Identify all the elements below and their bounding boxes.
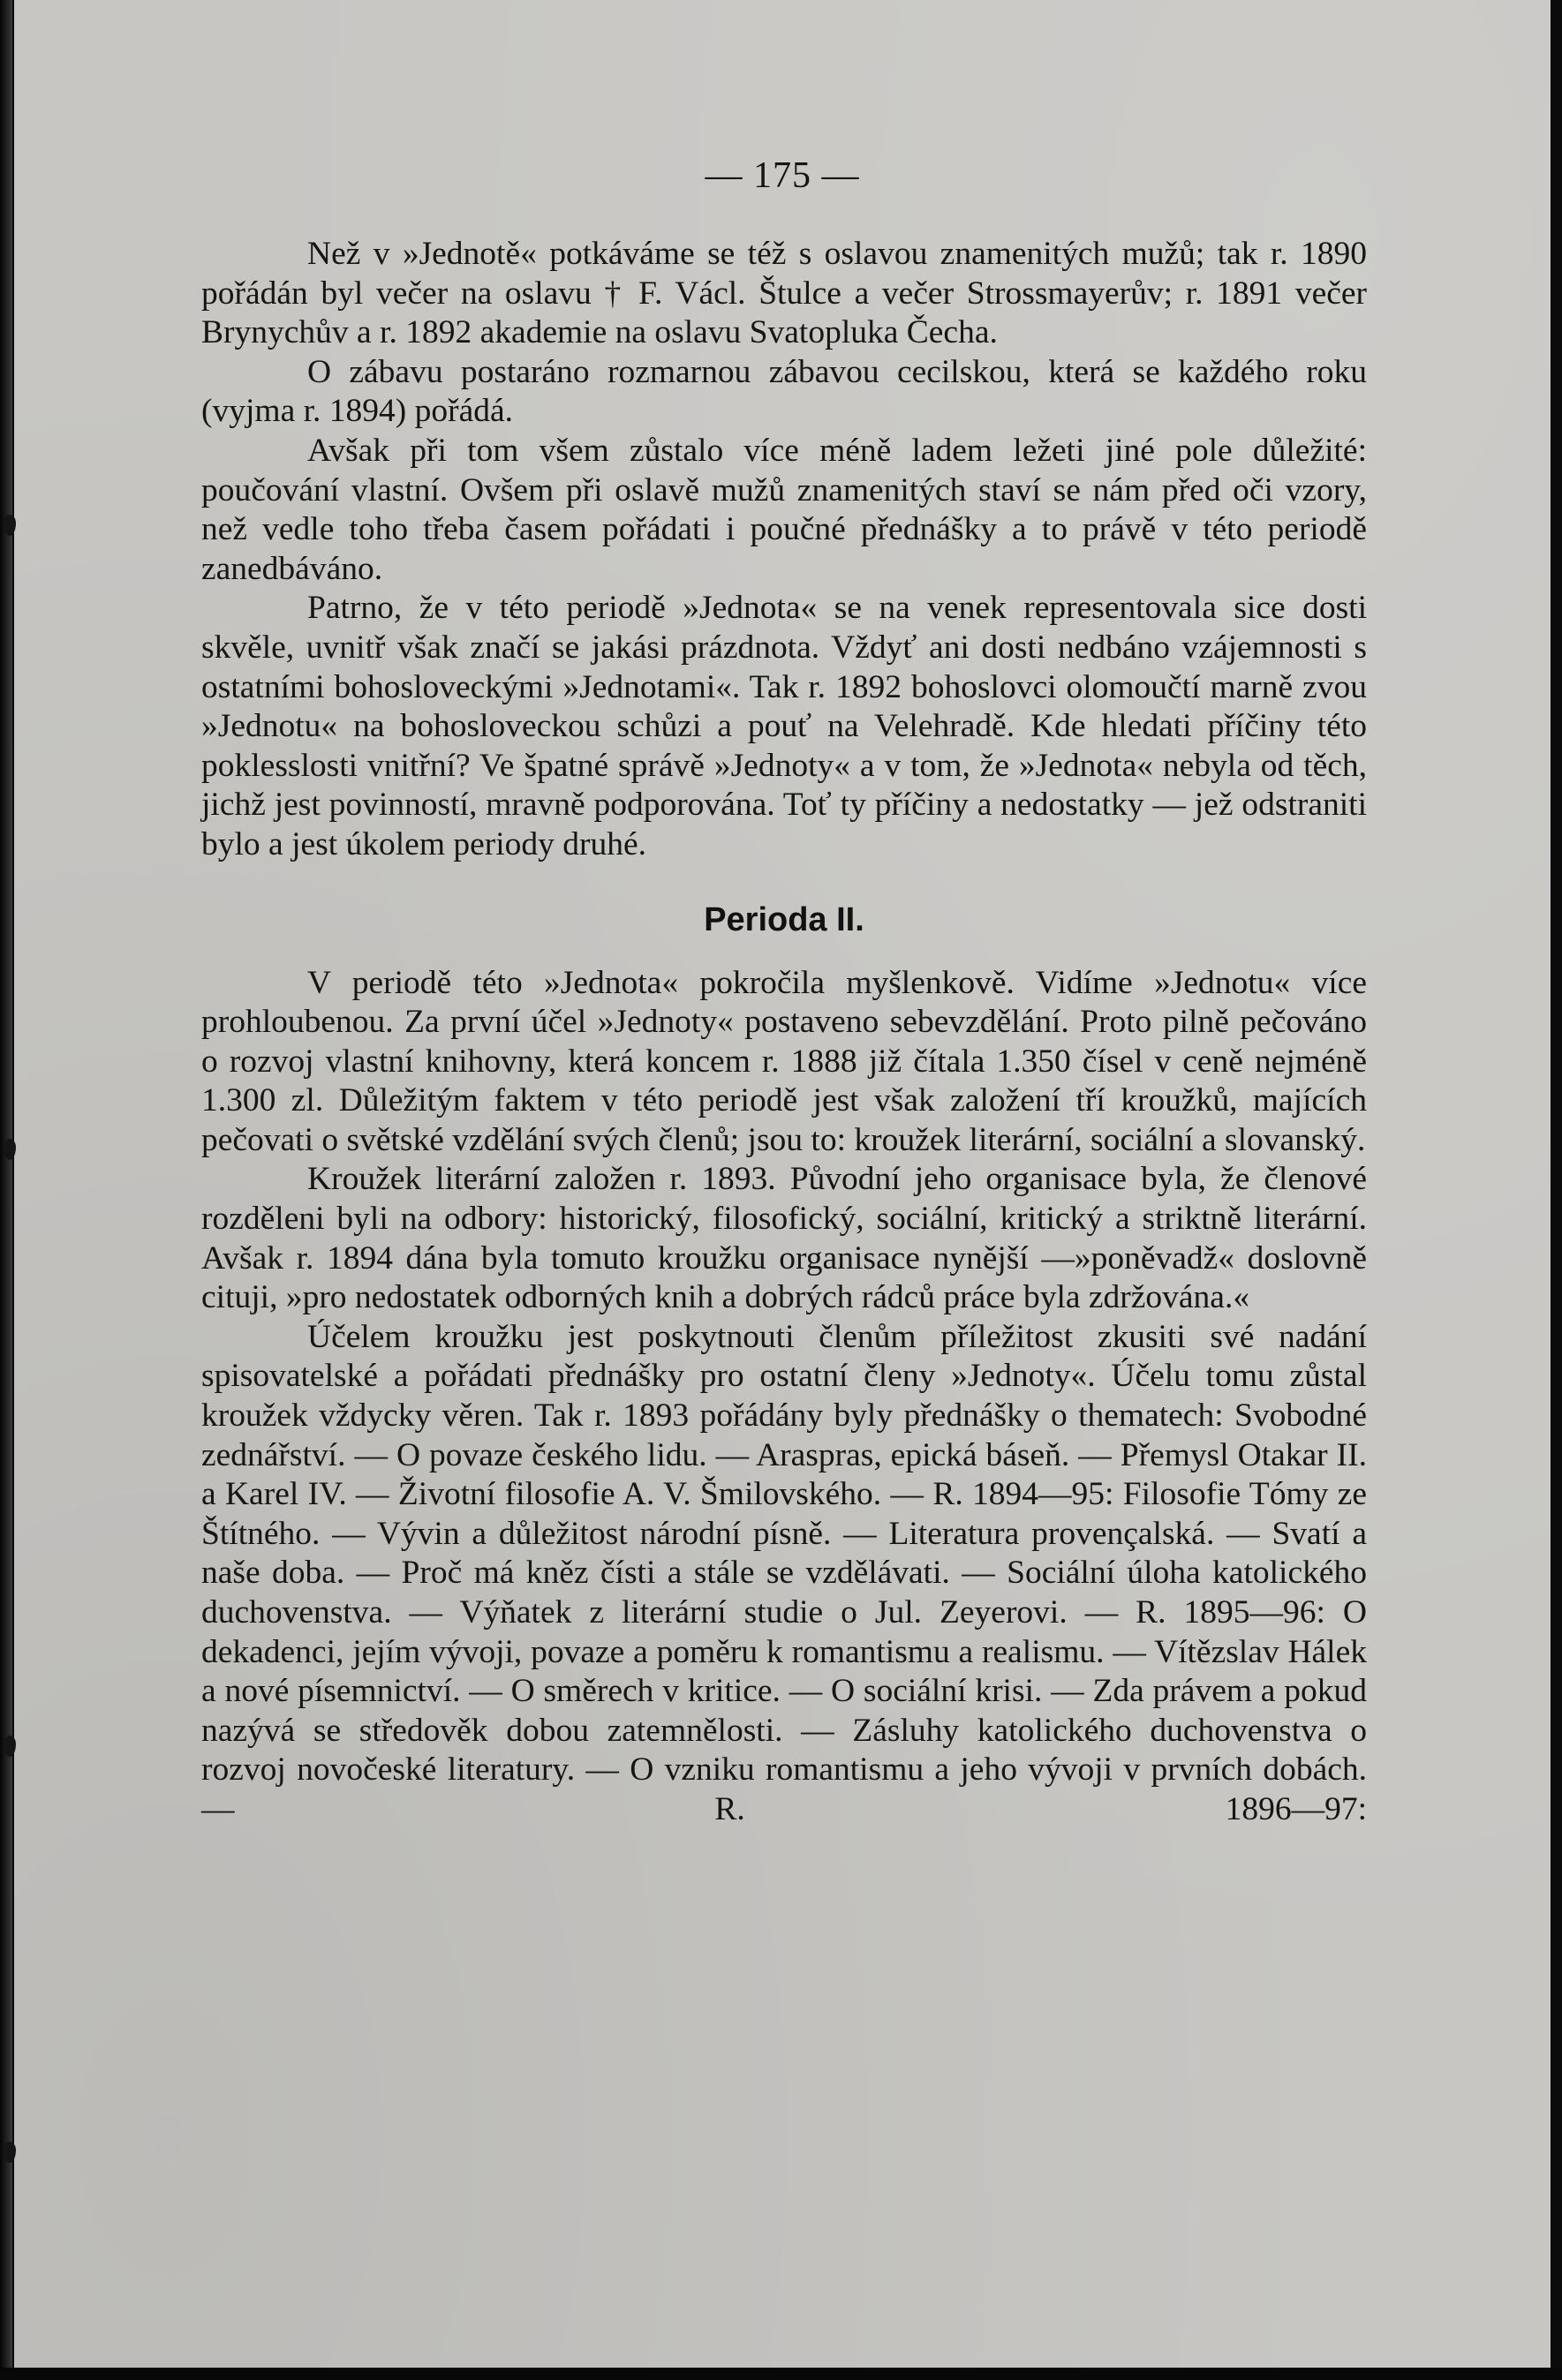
paragraph-education-neglected: Avšak při tom všem zůstalo více méně ladem ležeti jiné pole důležité: poučování vlastní. Ovšem při oslavě mužů znamenitých staví se nám před oči vzory, než vedle toho třeba časem pořádati i poučné přednášky a to právě v této periodě zanedbáváno. [201, 432, 1367, 587]
page-body [201, 235, 1367, 1830]
paragraph-internal-emptiness: Patrno, že v této periodě »Jednota« se na venek representovala sice dosti skvěle, uvnitř však značí se jakási prázdnota. Vždyť ani dosti nedbáno vzájemnosti s ostatními bohosloveckými »Jednotami«. Tak r. 1892 bohoslovci olomoučtí marně zvou »Jednotu« na bohosloveckou schůzi a pouť na Velehradě. Kde hledati příčiny této poklesslosti vnitřní? Ve špatné správě »Jednoty« a v tom, že »Jednota« nebyla od těch, jichž jest povinností, mravně podporována. Toť ty příčiny a nedostatky — jež odstraniti bylo a jest úkolem periody druhé. [201, 590, 1367, 862]
paragraph-literary-circle: Kroužek literární založen r. 1893. Původní jeho organisace byla, že členové rozděleni byli na odbory: historický, filosofický, sociální, kritický a striktně literární. Avšak r. 1894 dána byla tomuto kroužku organisace nynější —»poněvadž« doslovně cituji, »pro nedostatek odborných knih a dobrých rádců práce byla zdržována.« [201, 1161, 1367, 1316]
paragraph-lectures: Účelem kroužku jest poskytnouti členům příležitost zkusiti své nadání spisovatelské a pořádati přednášky pro ostatní členy »Jednoty«. Účelu tomu zůstal kroužek vždycky věren. Tak r. 1893 pořádány byly přednášky o thematech: Svobodné zednářství. — O povaze českého lidu. — Araspras, epická báseň. — Přemysl Otakar II. a Karel IV. — Životní filosofie A. V. Šmilovského. — R. 1894—95: Filosofie Tómy ze Štítného. — Vývin a důležitost národní písně. — Literatura provençalská. — Svatí a naše doba. — Proč má kněz čísti a stále se vzdělávati. — Sociální úloha katolického duchovenstva. — Výňatek z literární studie o Jul. Zeyerovi. — R. 1895—96: O dekadenci, jejím vývoji, povaze a poměru k romantismu a realismu. — Vítězslav Hálek a nové písemnictví. — O směrech v kritice. — O sociální krisi. — Zda právem a pokud nazývá se středověk dobou zatemnělosti. — Zásluhy katolického duchovenstva o rozvoj novočeské literatury. — O vzniku romantismu a jeho vývoji v prvních dobách. — R. 1896—97: [201, 1318, 1367, 1827]
book-page [14, 0, 1551, 2375]
scan-left-edge [0, 0, 12, 2380]
section-heading-perioda-ii: Perioda II. [704, 900, 864, 938]
paragraph-self-education: V periodě této »Jednota« pokročila myšlenkově. Vidíme »Jednotu« více prohloubenou. Za první účel »Jednoty« postaveno sebevzdělání. Proto pilně pečováno o rozvoj vlastní knihovny, která koncem r. 1888 již čítala 1.350 čísel v ceně nejméně 1.300 zl. Důležitým faktem v této periodě jest však založení tří kroužků, majících pečovati o světské vzdělání svých členů; jsou to: kroužek literární, sociální a slovanský. [201, 964, 1367, 1158]
page-number: — 175 — [705, 155, 860, 196]
scan-bottom-edge [0, 2368, 1562, 2380]
paragraph-entertainment: O zábavu postaráno rozmarnou zábavou cecilskou, která se každého roku (vyjma r. 1894) pořádá. [201, 353, 1367, 430]
paragraph-famous-men: Než v »Jednotě« potkáváme se též s oslavou znamenitých mužů; tak r. 1890 pořádán byl večer na oslavu † F. Václ. Štulce a večer Strossmayerův; r. 1891 večer Brynychův a r. 1892 akademie na oslavu Svatopluka Čecha. [201, 236, 1367, 351]
